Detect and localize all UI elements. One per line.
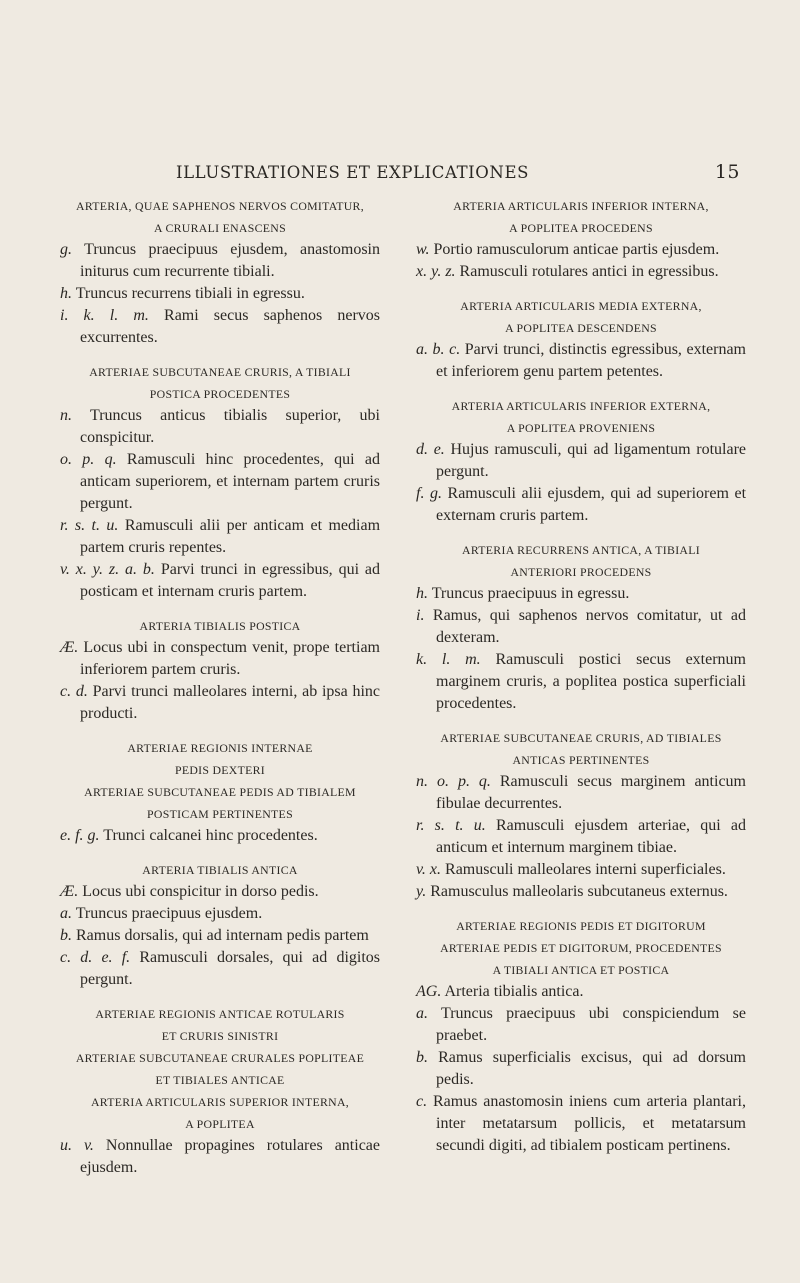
entry-text: Ramus, qui saphenos nervos comitatur, ut ad dexteram. <box>432 607 747 646</box>
entry-text: Ramus dorsalis, qui ad internam pedis partem <box>76 927 369 944</box>
legend-entry <box>416 815 746 859</box>
legend-entry <box>60 637 380 681</box>
section-heading: A TIBIALI ANTICA ET POSTICA <box>492 963 670 977</box>
legend-entry <box>60 825 380 847</box>
section-heading: A POPLITEA <box>185 1117 255 1131</box>
section-heading: A CRURALI ENASCENS <box>154 221 286 235</box>
entry-text: Ramus anastomosin iniens cum arteria plantari, inter metatarsum pollicis, et metatarsum secundi digiti, ad tibialem posticam pertinens. <box>432 1093 746 1154</box>
legend-entry <box>60 903 380 925</box>
entry-label: c. d. <box>60 683 88 700</box>
section-heading: ARTERIA, QUAE SAPHENOS NERVOS COMITATUR, <box>76 199 364 213</box>
legend-entry <box>416 261 746 283</box>
section-heading: ET TIBIALES ANTICAE <box>155 1073 285 1087</box>
entry-text: Portio ramusculorum anticae partis ejusdem. <box>433 241 720 258</box>
entry-text: Ramusculi dorsales, qui ad digitos pergunt. <box>80 949 380 988</box>
entry-text: Ramusculi alii ejusdem, qui ad superiorem et externam cruris partem. <box>436 485 747 524</box>
entry-label: n. o. p. q. <box>416 773 491 790</box>
section-heading: A POPLITEA PROVENIENS <box>506 421 656 435</box>
entry-text: Truncus praecipuus ejusdem. <box>75 905 263 922</box>
entry-label: f. g. <box>416 485 442 502</box>
entry-label: b. <box>60 927 72 944</box>
legend-entry <box>416 439 746 483</box>
entry-text: Arteria tibialis antica. <box>444 983 584 1000</box>
legend-entry <box>60 305 380 349</box>
section-heading: PEDIS DEXTERI <box>174 763 266 777</box>
entry-label: h. <box>60 285 72 302</box>
entry-text: Parvi trunci in egressibus, qui ad posticam et internam cruris partem. <box>80 561 381 600</box>
entry-label: g. <box>60 241 72 258</box>
entry-label: c. d. e. f. <box>60 949 131 966</box>
legend-entry <box>60 239 380 283</box>
page-number: 15 <box>714 161 740 183</box>
section-heading: ARTERIA ARTICULARIS INFERIOR EXTERNA, <box>451 399 711 413</box>
legend-entry <box>416 483 746 527</box>
entry-label: h. <box>416 585 428 602</box>
legend-entry <box>416 583 746 605</box>
section-heading: ARTERIAE SUBCUTANEAE CRURIS, AD TIBIALES <box>440 731 722 745</box>
entry-label: k. l. m. <box>416 651 481 668</box>
entry-text: Ramusculi malleolares interni superficiales. <box>445 861 726 878</box>
section-heading: ARTERIAE PEDIS ET DIGITORUM, PROCEDENTES <box>440 941 722 955</box>
section-heading: ARTERIAE REGIONIS ANTICAE ROTULARIS <box>95 1007 345 1021</box>
section-heading: POSTICA PROCEDENTES <box>149 387 291 401</box>
running-title: ILLUSTRATIONES ET EXPLICATIONES <box>176 163 529 182</box>
entry-text: Ramus superficialis excisus, qui ad dorsum pedis. <box>436 1049 746 1088</box>
entry-text: Hujus ramusculi, qui ad ligamentum rotulare pergunt. <box>436 441 747 480</box>
section-heading: A POPLITEA DESCENDENS <box>505 321 657 335</box>
legend-entry <box>60 283 380 305</box>
entry-text: Ramusculus malleolaris subcutaneus externus. <box>430 883 728 900</box>
entry-label: a. <box>416 1005 428 1022</box>
legend-entry <box>60 925 380 947</box>
legend-entry <box>416 859 746 881</box>
entry-text: Truncus anticus tibialis superior, ubi conspicitur. <box>80 407 380 446</box>
legend-entry <box>60 1135 380 1179</box>
legend-entry <box>416 339 746 383</box>
section-heading: ARTERIA ARTICULARIS MEDIA EXTERNA, <box>460 299 702 313</box>
section-heading: ARTERIA TIBIALIS POSTICA <box>139 619 301 633</box>
entry-text: Rami secus saphenos nervos excurrentes. <box>80 307 381 346</box>
entry-label: d. e. <box>416 441 445 458</box>
entry-label: v. x. y. z. a. b. <box>60 561 155 578</box>
section-heading: ARTERIAE REGIONIS PEDIS ET DIGITORUM <box>456 919 706 933</box>
legend-entry <box>416 605 746 649</box>
entry-label: r. s. t. u. <box>60 517 119 534</box>
entry-text: Ramusculi ejusdem arteriae, qui ad anticum et internum marginem tibiae. <box>436 817 746 856</box>
section-heading: ARTERIAE SUBCUTANEAE PEDIS AD TIBIALEM <box>84 785 356 799</box>
section-heading: ARTERIA ARTICULARIS INFERIOR INTERNA, <box>453 199 709 213</box>
legend-entry <box>416 1047 746 1091</box>
entry-label: AG. <box>416 983 442 1000</box>
entry-label: i. k. l. m. <box>60 307 149 324</box>
entry-label: w. <box>416 241 430 258</box>
section-heading: POSTICAM PERTINENTES <box>147 807 293 821</box>
entry-label: i. <box>416 607 425 624</box>
legend-entry <box>60 947 380 991</box>
entry-text: Ramusculi hinc procedentes, qui ad anticam superiorem, et internam partem cruris pergunt. <box>80 451 381 512</box>
entry-text: Locus ubi conspicitur in dorso pedis. <box>82 883 319 900</box>
entry-label: c. <box>416 1093 428 1110</box>
entry-text: Nonnullae propagines rotulares anticae ejusdem. <box>80 1137 381 1176</box>
entry-label: y. <box>416 883 427 900</box>
entry-label: u. v. <box>60 1137 94 1154</box>
legend-entry <box>416 981 746 1003</box>
entry-text: Trunci calcanei hinc procedentes. <box>103 827 318 844</box>
entry-text: Truncus praecipuus ubi conspiciendum se praebet. <box>436 1005 747 1044</box>
entry-label: b. <box>416 1049 428 1066</box>
entry-text: Truncus praecipuus in egressu. <box>431 585 630 602</box>
entry-text: Parvi trunci, distinctis egressibus, externam et inferiorem genu partem petentes. <box>436 341 746 380</box>
section-heading: ARTERIAE SUBCUTANEAE CRURIS, A TIBIALI <box>89 365 351 379</box>
entry-label: o. p. q. <box>60 451 117 468</box>
entry-text: Parvi trunci malleolares interni, ab ipsa hinc producti. <box>80 683 380 722</box>
entry-text: Ramusculi postici secus externum marginem cruris, a poplitea postica superficiali procedentes. <box>436 651 747 712</box>
section-heading: ANTICAS PERTINENTES <box>512 753 650 767</box>
section-heading: ET CRURIS SINISTRI <box>161 1029 279 1043</box>
section-heading: ARTERIAE SUBCUTANEAE CRURALES POPLITEAE <box>75 1051 365 1065</box>
legend-entry <box>416 1091 746 1157</box>
section-heading: A POPLITEA PROCEDENS <box>509 221 653 235</box>
entry-label: Æ. <box>60 883 79 900</box>
legend-entry <box>60 515 380 559</box>
entry-text: Ramusculi secus marginem anticum fibulae decurrentes. <box>436 773 746 812</box>
entry-label: n. <box>60 407 72 424</box>
legend-entry <box>416 1003 746 1047</box>
legend-entry <box>416 239 746 261</box>
entry-text: Locus ubi in conspectum venit, prope tertiam inferiorem partem cruris. <box>80 639 380 678</box>
left-column <box>60 195 380 1179</box>
legend-entry <box>60 559 380 603</box>
entry-label: e. f. g. <box>60 827 100 844</box>
entry-label: v. x. <box>416 861 442 878</box>
legend-entry <box>60 881 380 903</box>
right-column <box>416 195 746 1157</box>
entry-text: Ramusculi rotulares antici in egressibus. <box>459 263 719 280</box>
entry-label: x. y. z. <box>416 263 456 280</box>
entry-label: a. b. c. <box>416 341 461 358</box>
legend-entry <box>416 771 746 815</box>
section-heading: ARTERIAE REGIONIS INTERNAE <box>127 741 313 755</box>
entry-text: Truncus praecipuus ejusdem, anastomosin initurus cum recurrente tibiali. <box>80 241 381 280</box>
section-heading: ARTERIA TIBIALIS ANTICA <box>142 863 298 877</box>
section-heading: ARTERIA ARTICULARIS SUPERIOR INTERNA, <box>90 1095 350 1109</box>
legend-entry <box>416 649 746 715</box>
entry-label: r. s. t. u. <box>416 817 486 834</box>
entry-text: Ramusculi alii per anticam et mediam partem cruris repentes. <box>80 517 381 556</box>
entry-label: Æ. <box>60 639 79 656</box>
entry-label: a. <box>60 905 72 922</box>
legend-entry <box>416 881 746 903</box>
legend-entry <box>60 681 380 725</box>
legend-entry <box>60 449 380 515</box>
section-heading: ANTERIORI PROCEDENS <box>510 565 652 579</box>
legend-entry <box>60 405 380 449</box>
section-heading: ARTERIA RECURRENS ANTICA, A TIBIALI <box>462 543 700 557</box>
entry-text: Truncus recurrens tibiali in egressu. <box>75 285 305 302</box>
